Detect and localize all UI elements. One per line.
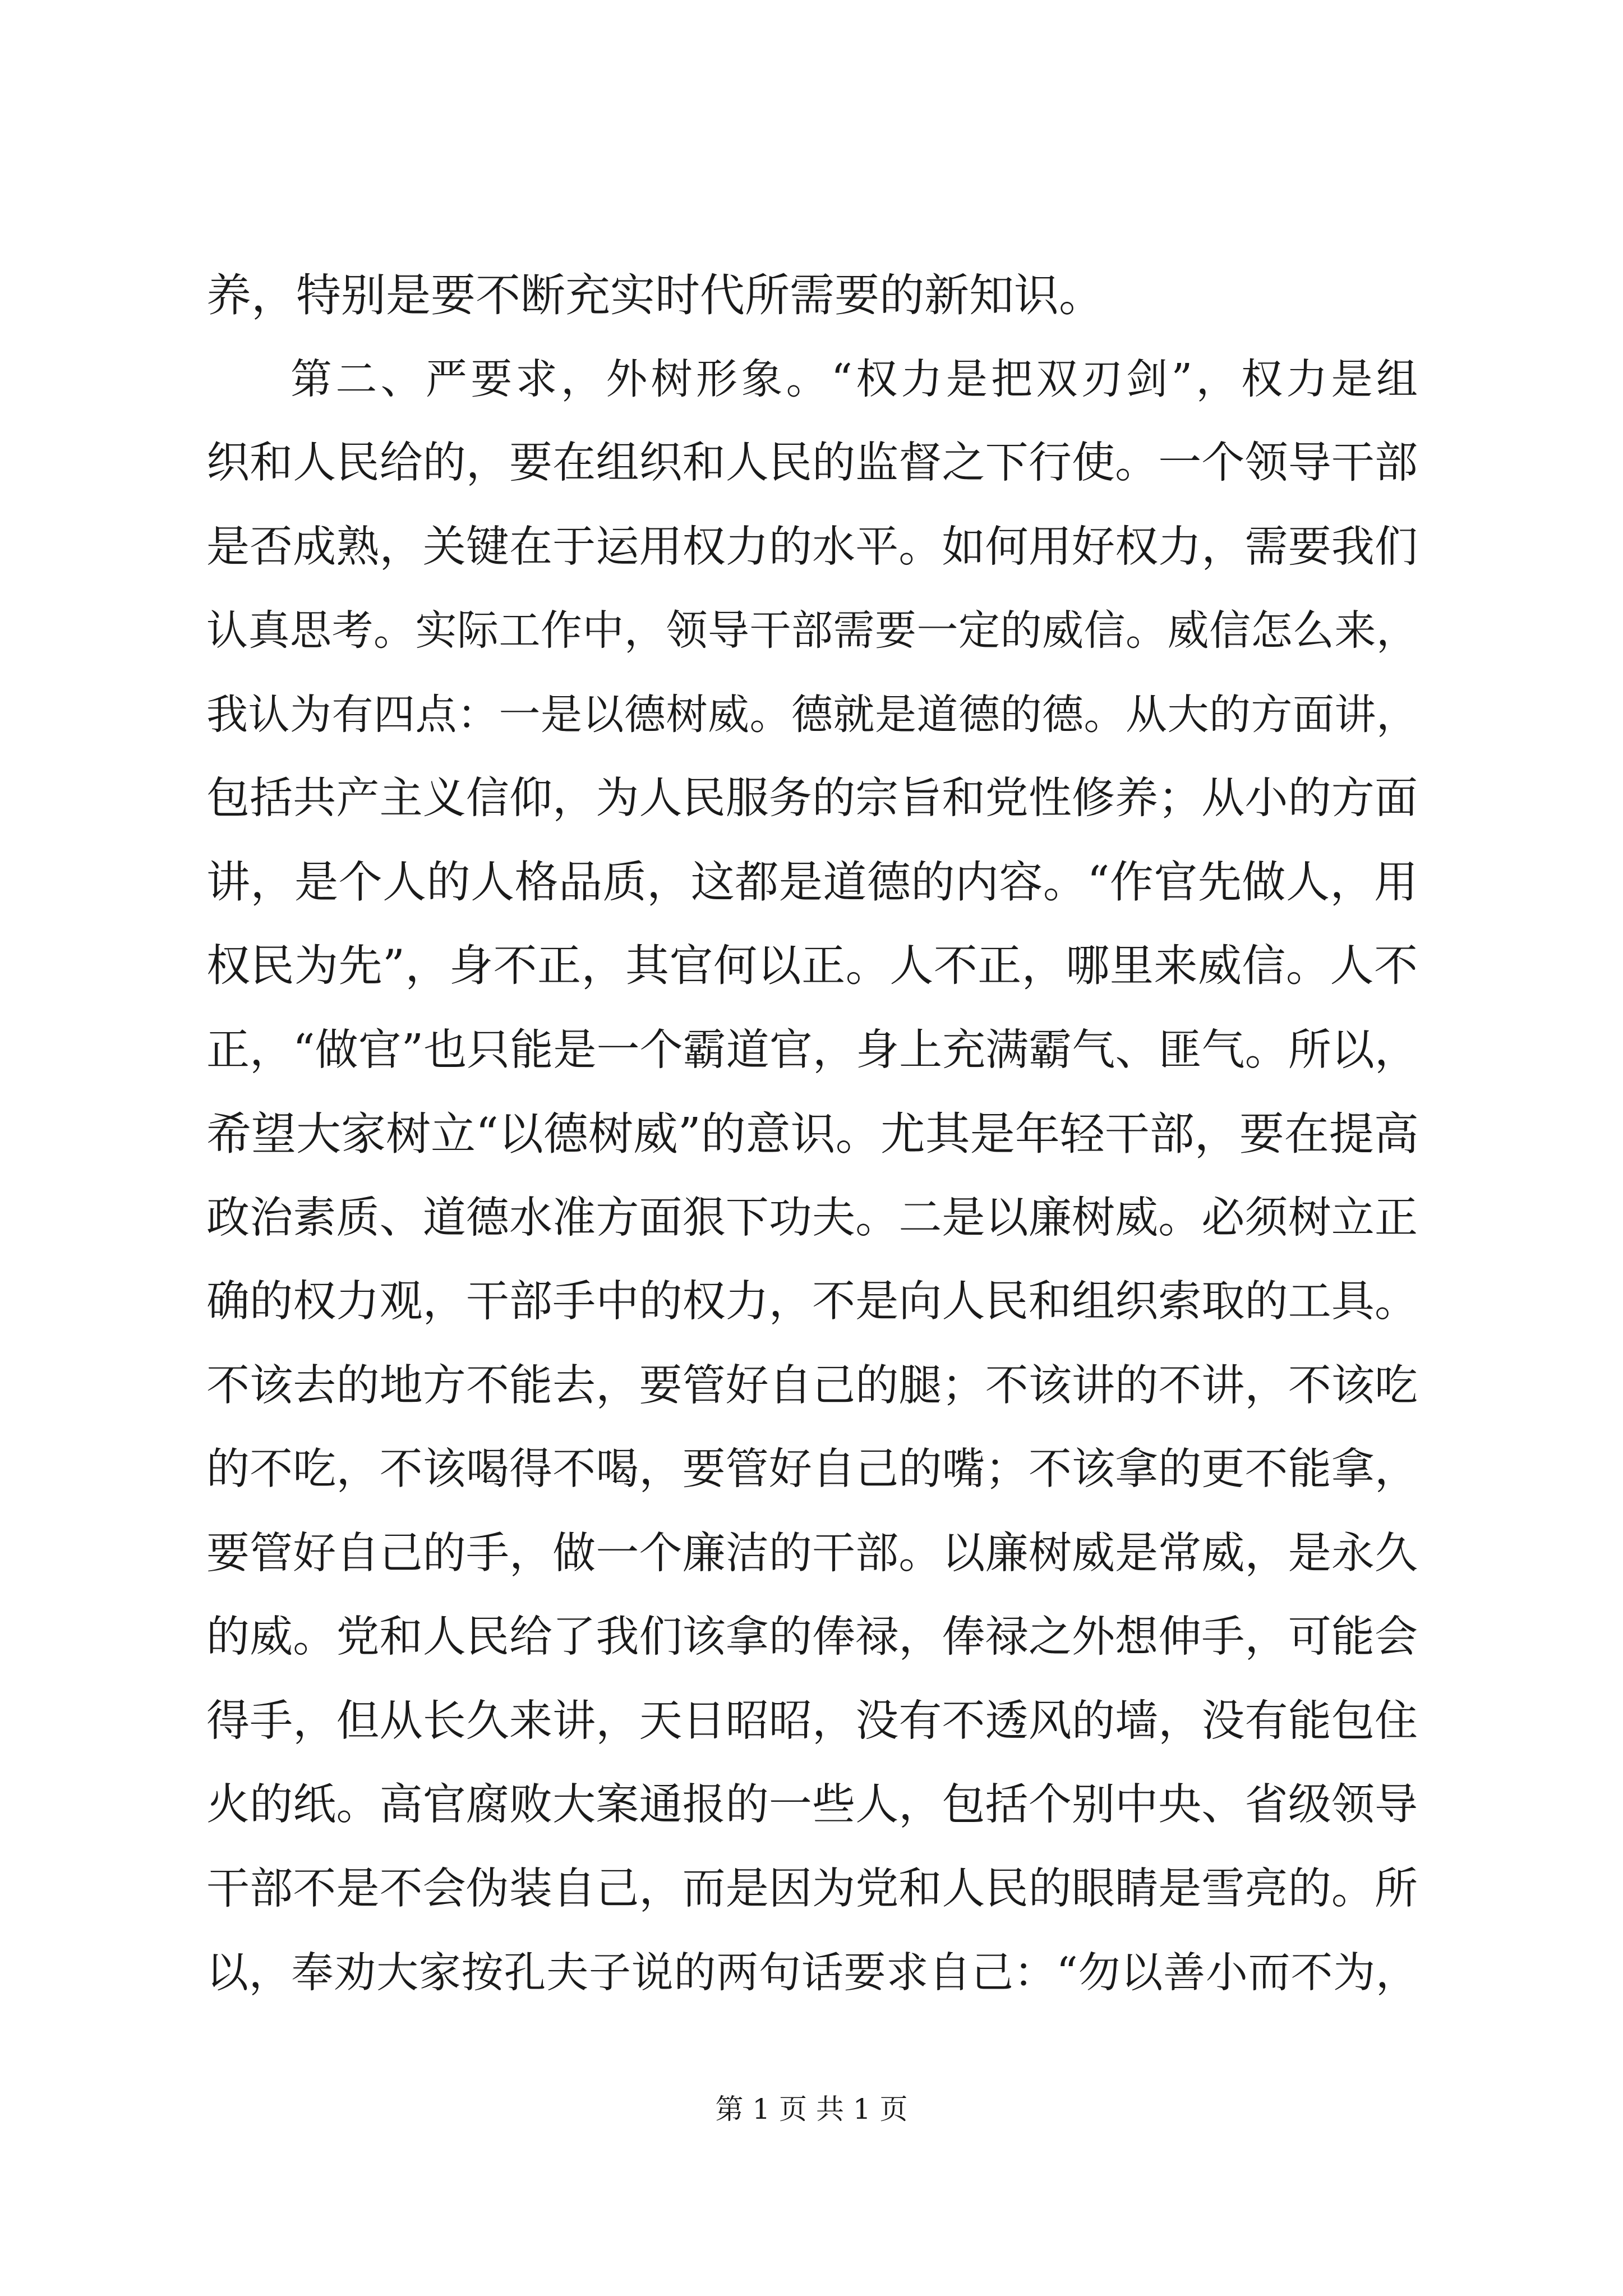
text-line: 要管好自己的手，做一个廉洁的干部。以廉树威是常威，是永久 xyxy=(206,1528,1418,1579)
text-line: 确的权力观，干部手中的权力，不是向人民和组织索取的工具。 xyxy=(206,1277,1418,1327)
text-line: 认真思考。实际工作中，领导干部需要一定的威信。威信怎么来， xyxy=(206,606,1418,655)
text-line: 讲，是个人的人格品质，这都是道德的内容。“作官先做人，用 xyxy=(206,857,1418,908)
text-line: 以，奉劝大家按孔夫子说的两句话要求自己：“勿以善小而不为， xyxy=(206,1948,1418,1997)
text-line: 干部不是不会伪装自己，而是因为党和人民的眼睛是雪亮的。所 xyxy=(206,1864,1418,1914)
text-line: 是否成熟，关键在于运用权力的水平。如何用好权力，需要我们 xyxy=(206,522,1418,572)
text-line: 希望大家树立“以德树威”的意识。尤其是年轻干部，要在提高 xyxy=(206,1108,1419,1160)
text-line: 我认为有四点：一是以德树威。德就是道德的德。从大的方面讲， xyxy=(206,690,1418,739)
text-line: 得手，但从长久来讲，天日昭昭，没有不透风的墙，没有能包住 xyxy=(206,1696,1418,1746)
text-line: 正，“做官”也只能是一个霸道官，身上充满霸气、匪气。所以， xyxy=(206,1025,1418,1075)
text-line: 的威。党和人民给了我们该拿的俸禄，俸禄之外想伸手，可能会 xyxy=(206,1612,1418,1662)
page-footer: 第 1 页 共 1 页 xyxy=(715,2093,908,2125)
text-line: 包括共产主义信仰，为人民服务的宗旨和党性修养；从小的方面 xyxy=(206,774,1418,823)
text-line: 第二、严要求，外树形象。“权力是把双刃剑”，权力是组 xyxy=(291,355,1418,403)
text-line: 的不吃，不该喝得不喝，要管好自己的嘴；不该拿的更不能拿， xyxy=(206,1444,1418,1494)
text-line: 养，特别是要不断充实时代所需要的新知识。 xyxy=(206,269,1104,321)
body-text xyxy=(206,254,1418,2015)
text-line: 权民为先”，身不正，其官何以正。人不正，哪里来威信。人不 xyxy=(206,941,1418,991)
text-line: 不该去的地方不能去，要管好自己的腿；不该讲的不讲，不该吃 xyxy=(206,1360,1418,1411)
text-line: 火的纸。高官腐败大案通报的一些人，包括个别中央、省级领导 xyxy=(206,1780,1418,1830)
text-line: 织和人民给的，要在组织和人民的监督之下行使。一个领导干部 xyxy=(206,438,1418,488)
text-line: 政治素质、道德水准方面狠下功夫。二是以廉树威。必须树立正 xyxy=(206,1193,1418,1243)
